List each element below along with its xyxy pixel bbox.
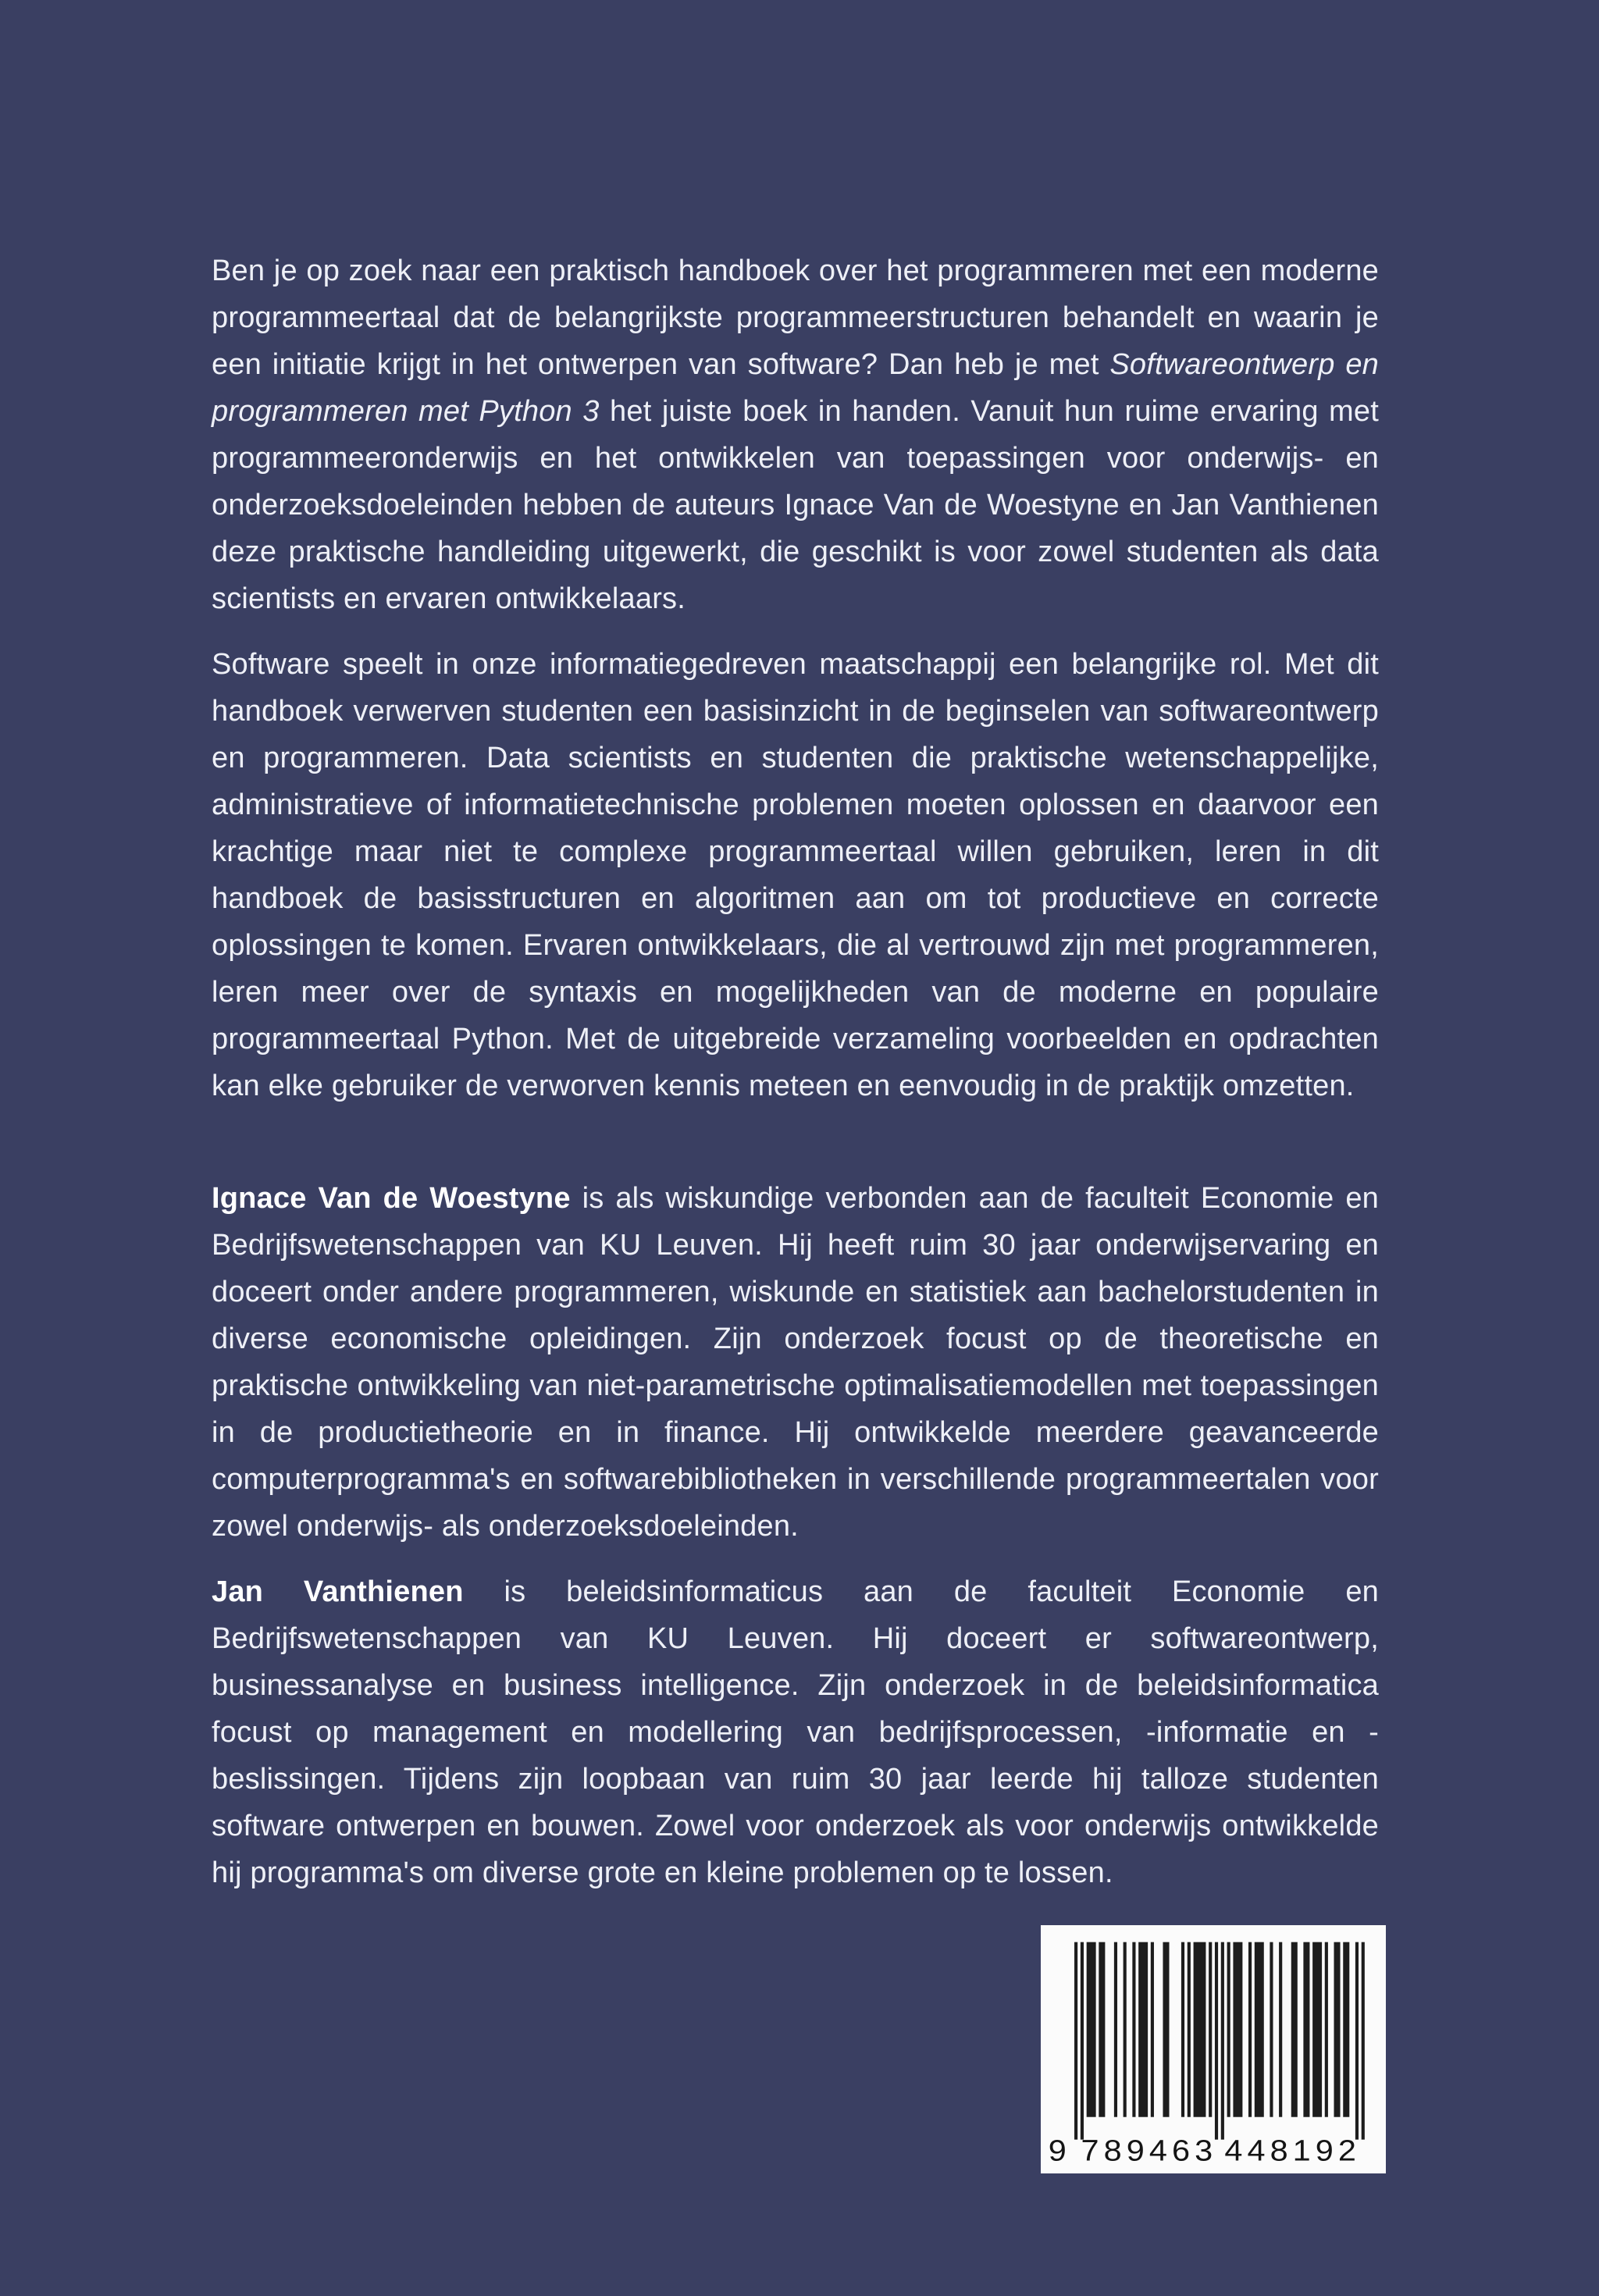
synopsis-paragraph (212, 247, 1379, 622)
synopsis-text-before-title: Ben je op zoek naar een praktisch handboek over het programmeren met een moderne programmeertaal dat de belangrijkste programmeerstructuren behandelt en waarin je een initiatie krijgt in het ontwerpen van software? Dan heb je met (212, 255, 1379, 381)
author-name-ignace: Ignace Van de Woestyne (212, 1182, 571, 1215)
ean13-barcode-svg (1041, 1925, 1386, 2173)
author-bio-text-ignace: is als wiskundige verbonden aan de faculteit Economie en Bedrijfswetenschappen van KU Leuven. Hij heeft ruim 30 jaar onderwijservaring en doceert onder andere programmeren, wiskunde en statistiek aan bachelorstudenten in diverse economische opleidingen. Zijn onderzoek focust op de theoretische en praktische ontwikkeling van niet-parametrische optimalisatiemodellen met toepassingen in de productietheorie en in finance. Hij ontwikkelde meerdere geavanceerde computerprogramma's en softwarebibliotheken in verschillende programmeertalen voor zowel onderwijs- als onderzoeksdoeleinden. (212, 1182, 1379, 1543)
author-bio-ignace (212, 1175, 1379, 1550)
isbn-prefix-digit: 9 (1048, 2134, 1067, 2168)
description-paragraph: Software speelt in onze informatiegedreven maatschappij een belangrijke rol. Met dit handboek verwerven studenten een basisinzicht in de beginselen van softwareontwerp en programmeren. Data scientists en studenten die praktische wetenschappelijke, administratieve of informatietechnische problemen moeten oplossen en daarvoor een krachtige maar niet te complexe programmeertaal willen gebruiken, leren in dit handboek de basisstructuren en algoritmen aan om tot productieve en correcte oplossingen te komen. Ervaren ontwikkelaars, die al vertrouwd zijn met programmeren, leren meer over de syntaxis en mogelijkheden van de moderne en populaire programmeertaal Python. Met de uitgebreide verzameling voorbeelden en opdrachten kan elke gebruiker de verworven kennis meteen en eenvoudig in de praktijk omzetten. (212, 648, 1379, 1102)
synopsis-text-after-title: het juiste boek in handen. Vanuit hun ruime ervaring met programmeeronderwijs en het ontwikkelen van toepassingen voor onderwijs- en onderzoeksdoeleinden hebben de auteurs Ignace Van de Woestyne en Jan Vanthienen deze praktische handleiding uitgewerkt, die geschikt is voor zowel studenten als data scientists en ervaren ontwikkelaars. (212, 395, 1380, 615)
book-title-italic: Softwareontwerp en programmeren met Python 3 (212, 348, 1380, 428)
isbn-group-1: 789463 (1081, 2134, 1218, 2168)
author-name-jan: Jan Vanthienen (212, 1575, 464, 1608)
barcode-bars (1074, 1942, 1365, 2140)
back-cover-text-block (212, 247, 1379, 1915)
isbn-barcode (1041, 1925, 1386, 2173)
author-bio-text-jan: is beleidsinformaticus aan de faculteit Economie en Bedrijfswetenschappen van KU Leuven. Hij doceert er softwareontwerp, businessanalyse en business intelligence. Zijn onderzoek in de beleidsinformatica focust op management en modellering van bedrijfsprocessen, -informatie en -beslissingen. Tijdens zijn loopbaan van ruim 30 jaar leerde hij talloze studenten software ontwerpen en bouwen. Zowel voor onderzoek als voor onderwijs ontwikkelde hij programma's om diverse grote en kleine problemen op te lossen. (212, 1575, 1379, 1889)
author-bio-jan (212, 1568, 1379, 1896)
isbn-group-2: 448192 (1224, 2134, 1362, 2168)
